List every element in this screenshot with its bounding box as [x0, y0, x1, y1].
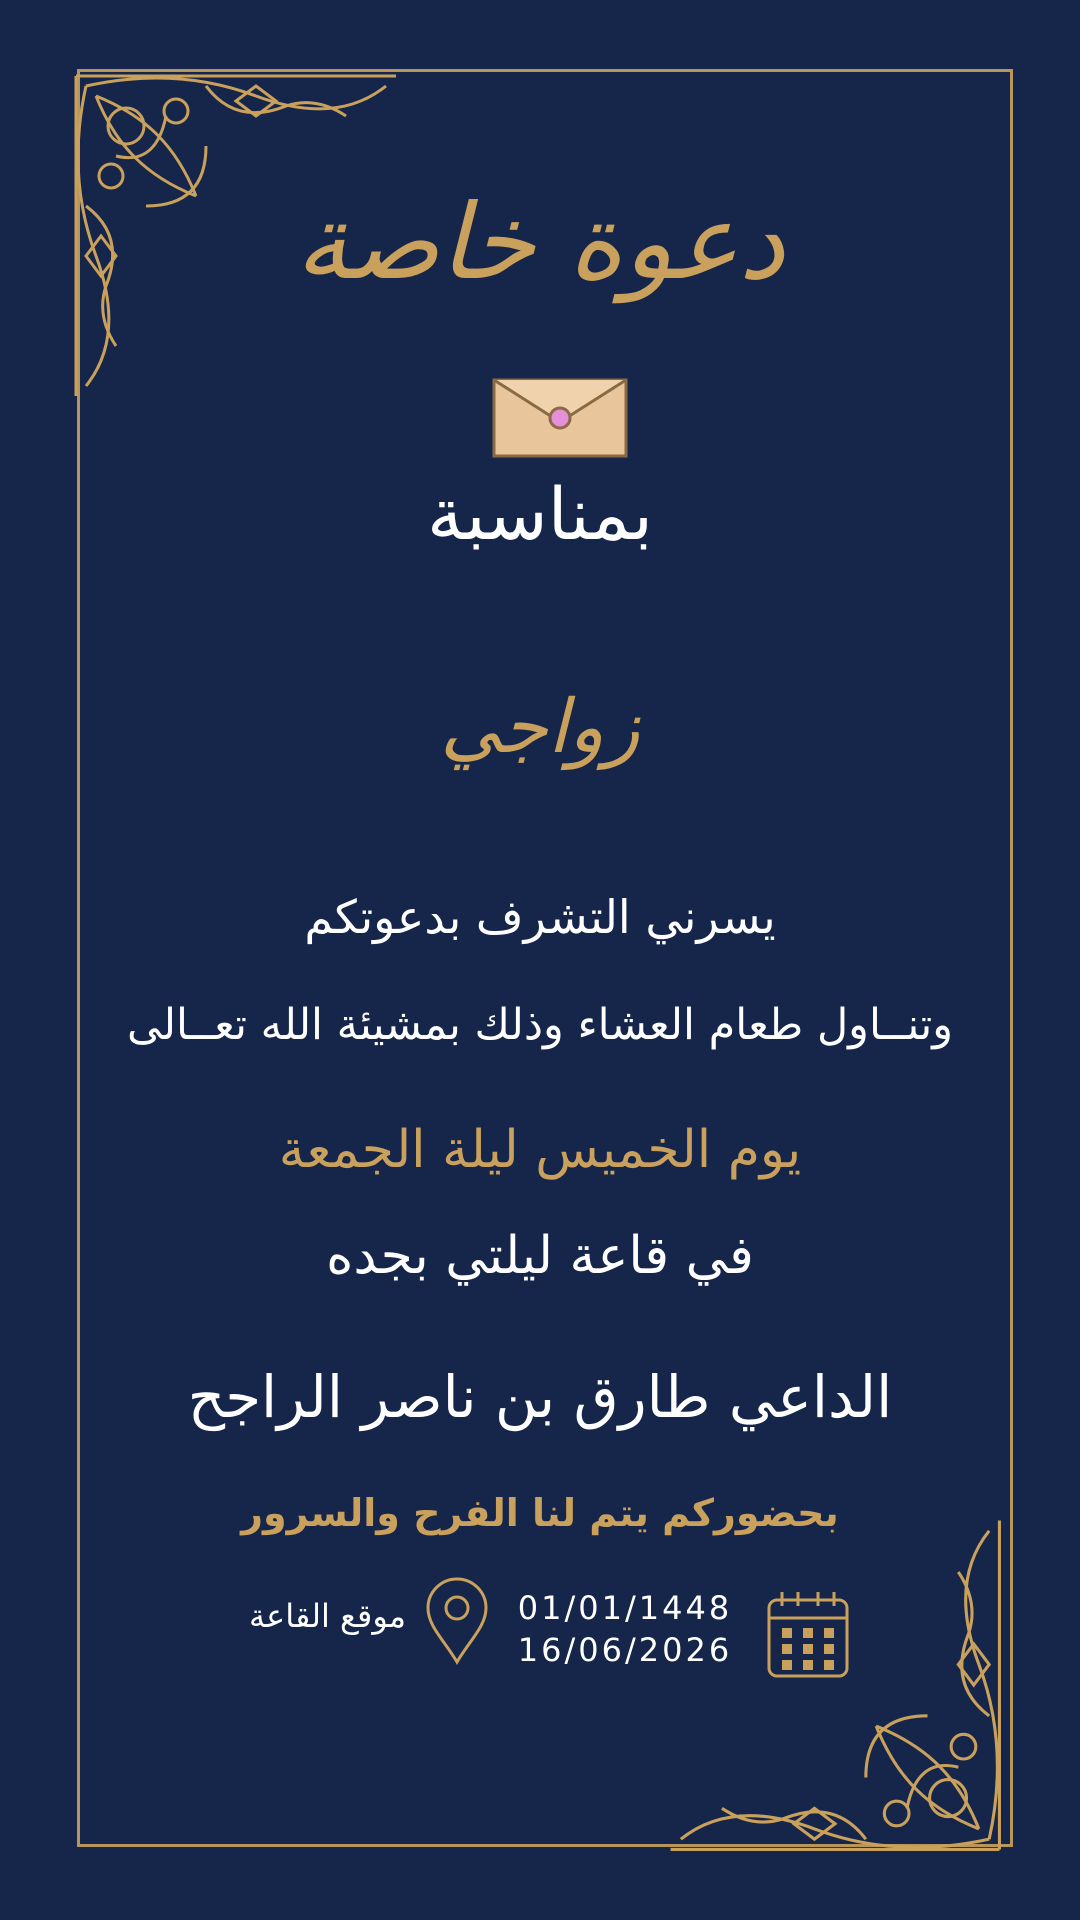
venue-line: في قاعة ليلتي بجده: [326, 1226, 754, 1286]
dinner-line: وتنــاول طعام العشاء وذلك بمشيئة الله تعــالى: [127, 1000, 953, 1050]
occasion-prefix: بمناسبة: [427, 472, 653, 556]
occasion-calligraphy: زواجي: [440, 684, 640, 770]
location-pin-icon[interactable]: [424, 1576, 490, 1666]
location-link[interactable]: موقع القاعة: [249, 1597, 406, 1635]
hijri-date: 01/01/1448: [517, 1589, 733, 1627]
closing-line: بحضوركم يتم لنا الفرح والسرور: [241, 1491, 839, 1535]
host-line: الداعي طارق بن ناصر الراجح: [187, 1363, 893, 1431]
calendar-icon: [766, 1590, 850, 1680]
envelope-icon: [492, 378, 628, 458]
honor-line: يسرني التشرف بدعوتكم: [304, 890, 776, 944]
gregorian-date: 16/06/2026: [517, 1631, 733, 1669]
day-line: يوم الخميس ليلة الجمعة: [278, 1120, 802, 1180]
invitation-title: دعوة خاصة: [295, 181, 785, 303]
corner-ornament-bottom-right: [650, 1500, 1020, 1870]
